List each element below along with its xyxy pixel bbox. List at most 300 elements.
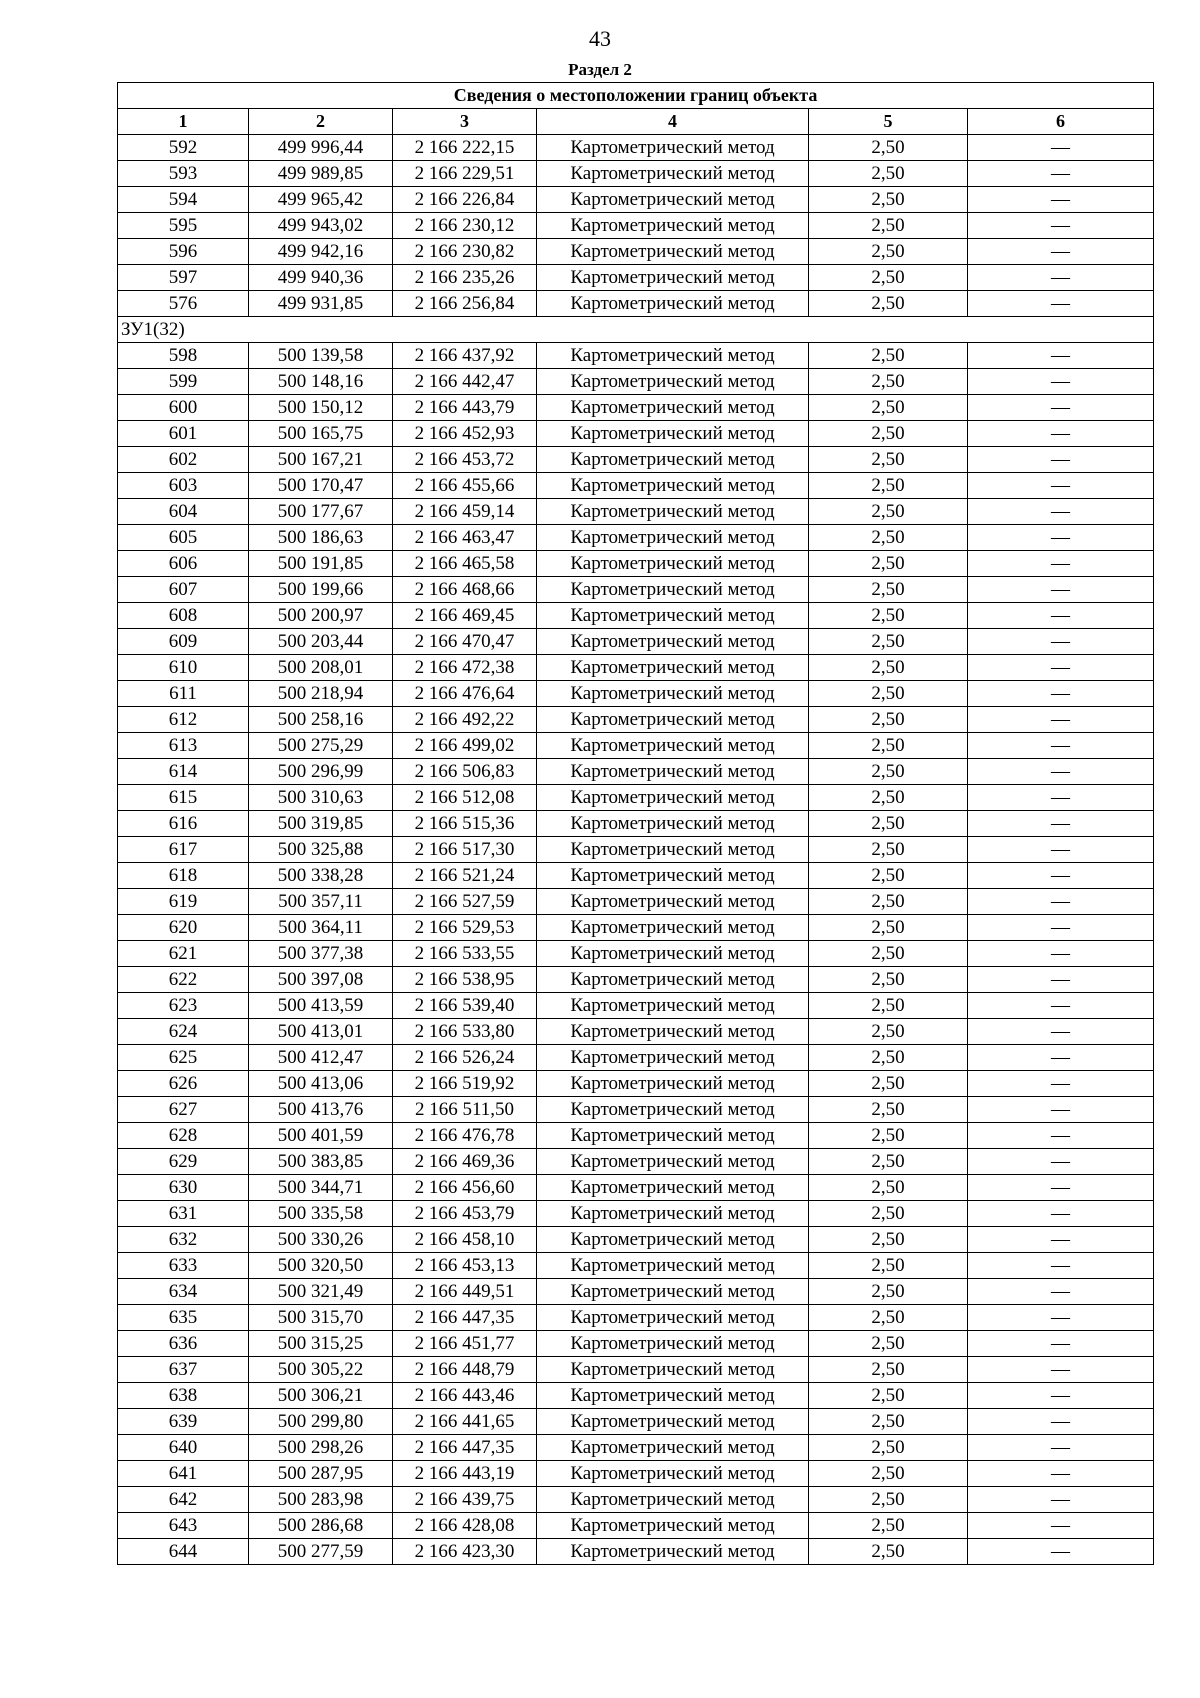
point-number-cell: 625 xyxy=(118,1045,249,1071)
method-cell: Картометрический метод xyxy=(537,499,809,525)
table-row xyxy=(118,1227,1154,1253)
table-row xyxy=(118,265,1154,291)
point-number-cell: 622 xyxy=(118,967,249,993)
point-number-cell: 644 xyxy=(118,1539,249,1565)
accuracy-cell: 2,50 xyxy=(809,1279,968,1305)
table-row xyxy=(118,1435,1154,1461)
column-header-5: 5 xyxy=(809,109,968,135)
accuracy-cell: 2,50 xyxy=(809,1513,968,1539)
point-number-cell: 608 xyxy=(118,603,249,629)
accuracy-cell: 2,50 xyxy=(809,1539,968,1565)
point-number-cell: 601 xyxy=(118,421,249,447)
accuracy-cell: 2,50 xyxy=(809,1149,968,1175)
y-coordinate-cell: 2 166 529,53 xyxy=(393,915,537,941)
accuracy-cell: 2,50 xyxy=(809,473,968,499)
note-cell: — xyxy=(968,863,1154,889)
accuracy-cell: 2,50 xyxy=(809,655,968,681)
note-cell: — xyxy=(968,499,1154,525)
y-coordinate-cell: 2 166 443,19 xyxy=(393,1461,537,1487)
note-cell: — xyxy=(968,1045,1154,1071)
accuracy-cell: 2,50 xyxy=(809,499,968,525)
y-coordinate-cell: 2 166 459,14 xyxy=(393,499,537,525)
method-cell: Картометрический метод xyxy=(537,603,809,629)
point-number-cell: 593 xyxy=(118,161,249,187)
method-cell: Картометрический метод xyxy=(537,1123,809,1149)
method-cell: Картометрический метод xyxy=(537,629,809,655)
note-cell: — xyxy=(968,837,1154,863)
y-coordinate-cell: 2 166 256,84 xyxy=(393,291,537,317)
note-cell: — xyxy=(968,265,1154,291)
method-cell: Картометрический метод xyxy=(537,1201,809,1227)
accuracy-cell: 2,50 xyxy=(809,265,968,291)
table-title: Сведения о местоположении границ объекта xyxy=(118,83,1154,109)
x-coordinate-cell: 500 165,75 xyxy=(249,421,393,447)
table-row xyxy=(118,1305,1154,1331)
table-row xyxy=(118,1201,1154,1227)
y-coordinate-cell: 2 166 469,45 xyxy=(393,603,537,629)
note-cell: — xyxy=(968,1201,1154,1227)
note-cell: — xyxy=(968,889,1154,915)
y-coordinate-cell: 2 166 538,95 xyxy=(393,967,537,993)
x-coordinate-cell: 500 287,95 xyxy=(249,1461,393,1487)
table-row xyxy=(118,915,1154,941)
point-number-cell: 641 xyxy=(118,1461,249,1487)
method-cell: Картометрический метод xyxy=(537,1539,809,1565)
note-cell: — xyxy=(968,369,1154,395)
point-number-cell: 636 xyxy=(118,1331,249,1357)
table-row xyxy=(118,1331,1154,1357)
method-cell: Картометрический метод xyxy=(537,187,809,213)
y-coordinate-cell: 2 166 511,50 xyxy=(393,1097,537,1123)
note-cell: — xyxy=(968,551,1154,577)
table-row xyxy=(118,993,1154,1019)
point-number-cell: 624 xyxy=(118,1019,249,1045)
y-coordinate-cell: 2 166 517,30 xyxy=(393,837,537,863)
point-number-cell: 605 xyxy=(118,525,249,551)
note-cell: — xyxy=(968,1435,1154,1461)
y-coordinate-cell: 2 166 453,72 xyxy=(393,447,537,473)
note-cell: — xyxy=(968,1305,1154,1331)
x-coordinate-cell: 500 413,59 xyxy=(249,993,393,1019)
x-coordinate-cell: 500 383,85 xyxy=(249,1149,393,1175)
table-row xyxy=(118,1175,1154,1201)
table-row xyxy=(118,551,1154,577)
method-cell: Картометрический метод xyxy=(537,1487,809,1513)
y-coordinate-cell: 2 166 428,08 xyxy=(393,1513,537,1539)
point-number-cell: 632 xyxy=(118,1227,249,1253)
note-cell: — xyxy=(968,1149,1154,1175)
table-row xyxy=(118,1071,1154,1097)
point-number-cell: 628 xyxy=(118,1123,249,1149)
point-number-cell: 634 xyxy=(118,1279,249,1305)
column-header-1: 1 xyxy=(118,109,249,135)
point-number-cell: 643 xyxy=(118,1513,249,1539)
method-cell: Картометрический метод xyxy=(537,239,809,265)
accuracy-cell: 2,50 xyxy=(809,447,968,473)
note-cell: — xyxy=(968,629,1154,655)
method-cell: Картометрический метод xyxy=(537,1461,809,1487)
point-number-cell: 606 xyxy=(118,551,249,577)
table-row xyxy=(118,239,1154,265)
table-row xyxy=(118,473,1154,499)
section-title: Раздел 2 xyxy=(568,60,632,79)
group-row xyxy=(118,317,1154,343)
x-coordinate-cell: 500 401,59 xyxy=(249,1123,393,1149)
x-coordinate-cell: 500 208,01 xyxy=(249,655,393,681)
accuracy-cell: 2,50 xyxy=(809,837,968,863)
point-number-cell: 640 xyxy=(118,1435,249,1461)
note-cell: — xyxy=(968,1383,1154,1409)
note-cell: — xyxy=(968,161,1154,187)
table-row xyxy=(118,707,1154,733)
table-body xyxy=(118,135,1154,1565)
y-coordinate-cell: 2 166 519,92 xyxy=(393,1071,537,1097)
y-coordinate-cell: 2 166 458,10 xyxy=(393,1227,537,1253)
x-coordinate-cell: 500 335,58 xyxy=(249,1201,393,1227)
x-coordinate-cell: 500 170,47 xyxy=(249,473,393,499)
point-number-cell: 616 xyxy=(118,811,249,837)
x-coordinate-cell: 500 186,63 xyxy=(249,525,393,551)
y-coordinate-cell: 2 166 447,35 xyxy=(393,1435,537,1461)
accuracy-cell: 2,50 xyxy=(809,525,968,551)
x-coordinate-cell: 500 298,26 xyxy=(249,1435,393,1461)
column-number-row xyxy=(118,109,1154,135)
x-coordinate-cell: 500 283,98 xyxy=(249,1487,393,1513)
note-cell: — xyxy=(968,1513,1154,1539)
y-coordinate-cell: 2 166 226,84 xyxy=(393,187,537,213)
y-coordinate-cell: 2 166 230,82 xyxy=(393,239,537,265)
method-cell: Картометрический метод xyxy=(537,395,809,421)
point-number-cell: 603 xyxy=(118,473,249,499)
method-cell: Картометрический метод xyxy=(537,1071,809,1097)
x-coordinate-cell: 499 996,44 xyxy=(249,135,393,161)
y-coordinate-cell: 2 166 515,36 xyxy=(393,811,537,837)
table-row xyxy=(118,1513,1154,1539)
accuracy-cell: 2,50 xyxy=(809,1123,968,1149)
x-coordinate-cell: 500 200,97 xyxy=(249,603,393,629)
table-row xyxy=(118,161,1154,187)
table-row xyxy=(118,577,1154,603)
point-number-cell: 592 xyxy=(118,135,249,161)
point-number-cell: 611 xyxy=(118,681,249,707)
accuracy-cell: 2,50 xyxy=(809,343,968,369)
x-coordinate-cell: 500 139,58 xyxy=(249,343,393,369)
y-coordinate-cell: 2 166 476,78 xyxy=(393,1123,537,1149)
method-cell: Картометрический метод xyxy=(537,1097,809,1123)
column-header-3: 3 xyxy=(393,109,537,135)
method-cell: Картометрический метод xyxy=(537,759,809,785)
accuracy-cell: 2,50 xyxy=(809,551,968,577)
point-number-cell: 599 xyxy=(118,369,249,395)
x-coordinate-cell: 500 277,59 xyxy=(249,1539,393,1565)
method-cell: Картометрический метод xyxy=(537,135,809,161)
note-cell: — xyxy=(968,967,1154,993)
note-cell: — xyxy=(968,343,1154,369)
accuracy-cell: 2,50 xyxy=(809,863,968,889)
y-coordinate-cell: 2 166 230,12 xyxy=(393,213,537,239)
accuracy-cell: 2,50 xyxy=(809,967,968,993)
table-row xyxy=(118,1357,1154,1383)
x-coordinate-cell: 500 305,22 xyxy=(249,1357,393,1383)
accuracy-cell: 2,50 xyxy=(809,1045,968,1071)
table-row xyxy=(118,187,1154,213)
table-row xyxy=(118,1253,1154,1279)
y-coordinate-cell: 2 166 492,22 xyxy=(393,707,537,733)
y-coordinate-cell: 2 166 229,51 xyxy=(393,161,537,187)
point-number-cell: 620 xyxy=(118,915,249,941)
accuracy-cell: 2,50 xyxy=(809,1461,968,1487)
x-coordinate-cell: 500 412,47 xyxy=(249,1045,393,1071)
x-coordinate-cell: 500 148,16 xyxy=(249,369,393,395)
point-number-cell: 621 xyxy=(118,941,249,967)
table-row xyxy=(118,213,1154,239)
method-cell: Картометрический метод xyxy=(537,1253,809,1279)
y-coordinate-cell: 2 166 235,26 xyxy=(393,265,537,291)
note-cell: — xyxy=(968,1539,1154,1565)
method-cell: Картометрический метод xyxy=(537,707,809,733)
note-cell: — xyxy=(968,1019,1154,1045)
note-cell: — xyxy=(968,473,1154,499)
point-number-cell: 613 xyxy=(118,733,249,759)
accuracy-cell: 2,50 xyxy=(809,759,968,785)
method-cell: Картометрический метод xyxy=(537,889,809,915)
point-number-cell: 617 xyxy=(118,837,249,863)
y-coordinate-cell: 2 166 526,24 xyxy=(393,1045,537,1071)
accuracy-cell: 2,50 xyxy=(809,733,968,759)
accuracy-cell: 2,50 xyxy=(809,1097,968,1123)
table-row xyxy=(118,1097,1154,1123)
note-cell: — xyxy=(968,1175,1154,1201)
x-coordinate-cell: 499 989,85 xyxy=(249,161,393,187)
x-coordinate-cell: 500 321,49 xyxy=(249,1279,393,1305)
y-coordinate-cell: 2 166 539,40 xyxy=(393,993,537,1019)
x-coordinate-cell: 500 413,06 xyxy=(249,1071,393,1097)
note-cell: — xyxy=(968,707,1154,733)
table-row xyxy=(118,837,1154,863)
y-coordinate-cell: 2 166 222,15 xyxy=(393,135,537,161)
table-row xyxy=(118,395,1154,421)
x-coordinate-cell: 500 150,12 xyxy=(249,395,393,421)
y-coordinate-cell: 2 166 443,79 xyxy=(393,395,537,421)
accuracy-cell: 2,50 xyxy=(809,421,968,447)
x-coordinate-cell: 500 338,28 xyxy=(249,863,393,889)
method-cell: Картометрический метод xyxy=(537,655,809,681)
x-coordinate-cell: 499 940,36 xyxy=(249,265,393,291)
note-cell: — xyxy=(968,577,1154,603)
point-number-cell: 614 xyxy=(118,759,249,785)
accuracy-cell: 2,50 xyxy=(809,1409,968,1435)
accuracy-cell: 2,50 xyxy=(809,291,968,317)
table-row xyxy=(118,629,1154,655)
accuracy-cell: 2,50 xyxy=(809,1019,968,1045)
accuracy-cell: 2,50 xyxy=(809,161,968,187)
note-cell: — xyxy=(968,785,1154,811)
note-cell: — xyxy=(968,915,1154,941)
method-cell: Картометрический метод xyxy=(537,525,809,551)
table-row xyxy=(118,733,1154,759)
y-coordinate-cell: 2 166 453,13 xyxy=(393,1253,537,1279)
accuracy-cell: 2,50 xyxy=(809,1253,968,1279)
column-header-4: 4 xyxy=(537,109,809,135)
note-cell: — xyxy=(968,603,1154,629)
table-row xyxy=(118,967,1154,993)
method-cell: Картометрический метод xyxy=(537,1279,809,1305)
table-head xyxy=(118,83,1154,135)
table-row xyxy=(118,681,1154,707)
accuracy-cell: 2,50 xyxy=(809,603,968,629)
accuracy-cell: 2,50 xyxy=(809,135,968,161)
point-number-cell: 623 xyxy=(118,993,249,1019)
x-coordinate-cell: 500 258,16 xyxy=(249,707,393,733)
note-cell: — xyxy=(968,941,1154,967)
point-number-cell: 607 xyxy=(118,577,249,603)
column-header-2: 2 xyxy=(249,109,393,135)
y-coordinate-cell: 2 166 439,75 xyxy=(393,1487,537,1513)
table-row xyxy=(118,447,1154,473)
point-number-cell: 612 xyxy=(118,707,249,733)
point-number-cell: 615 xyxy=(118,785,249,811)
x-coordinate-cell: 500 203,44 xyxy=(249,629,393,655)
point-number-cell: 639 xyxy=(118,1409,249,1435)
method-cell: Картометрический метод xyxy=(537,733,809,759)
method-cell: Картометрический метод xyxy=(537,291,809,317)
accuracy-cell: 2,50 xyxy=(809,577,968,603)
note-cell: — xyxy=(968,1071,1154,1097)
x-coordinate-cell: 500 377,38 xyxy=(249,941,393,967)
method-cell: Картометрический метод xyxy=(537,577,809,603)
note-cell: — xyxy=(968,525,1154,551)
accuracy-cell: 2,50 xyxy=(809,213,968,239)
x-coordinate-cell: 500 286,68 xyxy=(249,1513,393,1539)
method-cell: Картометрический метод xyxy=(537,369,809,395)
note-cell: — xyxy=(968,733,1154,759)
method-cell: Картометрический метод xyxy=(537,1409,809,1435)
y-coordinate-cell: 2 166 521,24 xyxy=(393,863,537,889)
point-number-cell: 600 xyxy=(118,395,249,421)
point-number-cell: 576 xyxy=(118,291,249,317)
method-cell: Картометрический метод xyxy=(537,1305,809,1331)
y-coordinate-cell: 2 166 533,55 xyxy=(393,941,537,967)
accuracy-cell: 2,50 xyxy=(809,811,968,837)
x-coordinate-cell: 500 344,71 xyxy=(249,1175,393,1201)
method-cell: Картометрический метод xyxy=(537,863,809,889)
method-cell: Картометрический метод xyxy=(537,1045,809,1071)
method-cell: Картометрический метод xyxy=(537,1175,809,1201)
x-coordinate-cell: 500 315,70 xyxy=(249,1305,393,1331)
boundary-coordinates-table xyxy=(117,82,1154,1565)
x-coordinate-cell: 500 296,99 xyxy=(249,759,393,785)
note-cell: — xyxy=(968,1097,1154,1123)
point-number-cell: 619 xyxy=(118,889,249,915)
accuracy-cell: 2,50 xyxy=(809,395,968,421)
accuracy-cell: 2,50 xyxy=(809,1435,968,1461)
x-coordinate-cell: 500 167,21 xyxy=(249,447,393,473)
accuracy-cell: 2,50 xyxy=(809,889,968,915)
method-cell: Картометрический метод xyxy=(537,551,809,577)
method-cell: Картометрический метод xyxy=(537,785,809,811)
table-row xyxy=(118,1539,1154,1565)
note-cell: — xyxy=(968,1461,1154,1487)
point-number-cell: 618 xyxy=(118,863,249,889)
table-row xyxy=(118,1487,1154,1513)
x-coordinate-cell: 500 413,76 xyxy=(249,1097,393,1123)
point-number-cell: 642 xyxy=(118,1487,249,1513)
note-cell: — xyxy=(968,1487,1154,1513)
method-cell: Картометрический метод xyxy=(537,915,809,941)
table-row xyxy=(118,291,1154,317)
accuracy-cell: 2,50 xyxy=(809,681,968,707)
note-cell: — xyxy=(968,213,1154,239)
method-cell: Картометрический метод xyxy=(537,473,809,499)
note-cell: — xyxy=(968,811,1154,837)
note-cell: — xyxy=(968,447,1154,473)
method-cell: Картометрический метод xyxy=(537,681,809,707)
x-coordinate-cell: 500 310,63 xyxy=(249,785,393,811)
method-cell: Картометрический метод xyxy=(537,1435,809,1461)
note-cell: — xyxy=(968,655,1154,681)
note-cell: — xyxy=(968,395,1154,421)
accuracy-cell: 2,50 xyxy=(809,707,968,733)
point-number-cell: 609 xyxy=(118,629,249,655)
table-row xyxy=(118,811,1154,837)
y-coordinate-cell: 2 166 533,80 xyxy=(393,1019,537,1045)
y-coordinate-cell: 2 166 456,60 xyxy=(393,1175,537,1201)
method-cell: Картометрический метод xyxy=(537,161,809,187)
method-cell: Картометрический метод xyxy=(537,1331,809,1357)
table-row xyxy=(118,343,1154,369)
accuracy-cell: 2,50 xyxy=(809,239,968,265)
point-number-cell: 610 xyxy=(118,655,249,681)
point-number-cell: 594 xyxy=(118,187,249,213)
note-cell: — xyxy=(968,993,1154,1019)
note-cell: — xyxy=(968,1253,1154,1279)
x-coordinate-cell: 500 299,80 xyxy=(249,1409,393,1435)
point-number-cell: 631 xyxy=(118,1201,249,1227)
point-number-cell: 604 xyxy=(118,499,249,525)
accuracy-cell: 2,50 xyxy=(809,1227,968,1253)
accuracy-cell: 2,50 xyxy=(809,1305,968,1331)
point-number-cell: 597 xyxy=(118,265,249,291)
method-cell: Картометрический метод xyxy=(537,1149,809,1175)
accuracy-cell: 2,50 xyxy=(809,1357,968,1383)
note-cell: — xyxy=(968,1357,1154,1383)
x-coordinate-cell: 500 357,11 xyxy=(249,889,393,915)
point-number-cell: 627 xyxy=(118,1097,249,1123)
y-coordinate-cell: 2 166 512,08 xyxy=(393,785,537,811)
accuracy-cell: 2,50 xyxy=(809,1487,968,1513)
accuracy-cell: 2,50 xyxy=(809,1383,968,1409)
table-row xyxy=(118,369,1154,395)
point-number-cell: 633 xyxy=(118,1253,249,1279)
note-cell: — xyxy=(968,759,1154,785)
y-coordinate-cell: 2 166 447,35 xyxy=(393,1305,537,1331)
x-coordinate-cell: 500 315,25 xyxy=(249,1331,393,1357)
method-cell: Картометрический метод xyxy=(537,213,809,239)
y-coordinate-cell: 2 166 442,47 xyxy=(393,369,537,395)
x-coordinate-cell: 500 364,11 xyxy=(249,915,393,941)
y-coordinate-cell: 2 166 463,47 xyxy=(393,525,537,551)
y-coordinate-cell: 2 166 465,58 xyxy=(393,551,537,577)
method-cell: Картометрический метод xyxy=(537,993,809,1019)
point-number-cell: 630 xyxy=(118,1175,249,1201)
page-number: 43 xyxy=(589,26,611,51)
y-coordinate-cell: 2 166 472,38 xyxy=(393,655,537,681)
method-cell: Картометрический метод xyxy=(537,343,809,369)
point-number-cell: 602 xyxy=(118,447,249,473)
accuracy-cell: 2,50 xyxy=(809,915,968,941)
y-coordinate-cell: 2 166 468,66 xyxy=(393,577,537,603)
note-cell: — xyxy=(968,1331,1154,1357)
